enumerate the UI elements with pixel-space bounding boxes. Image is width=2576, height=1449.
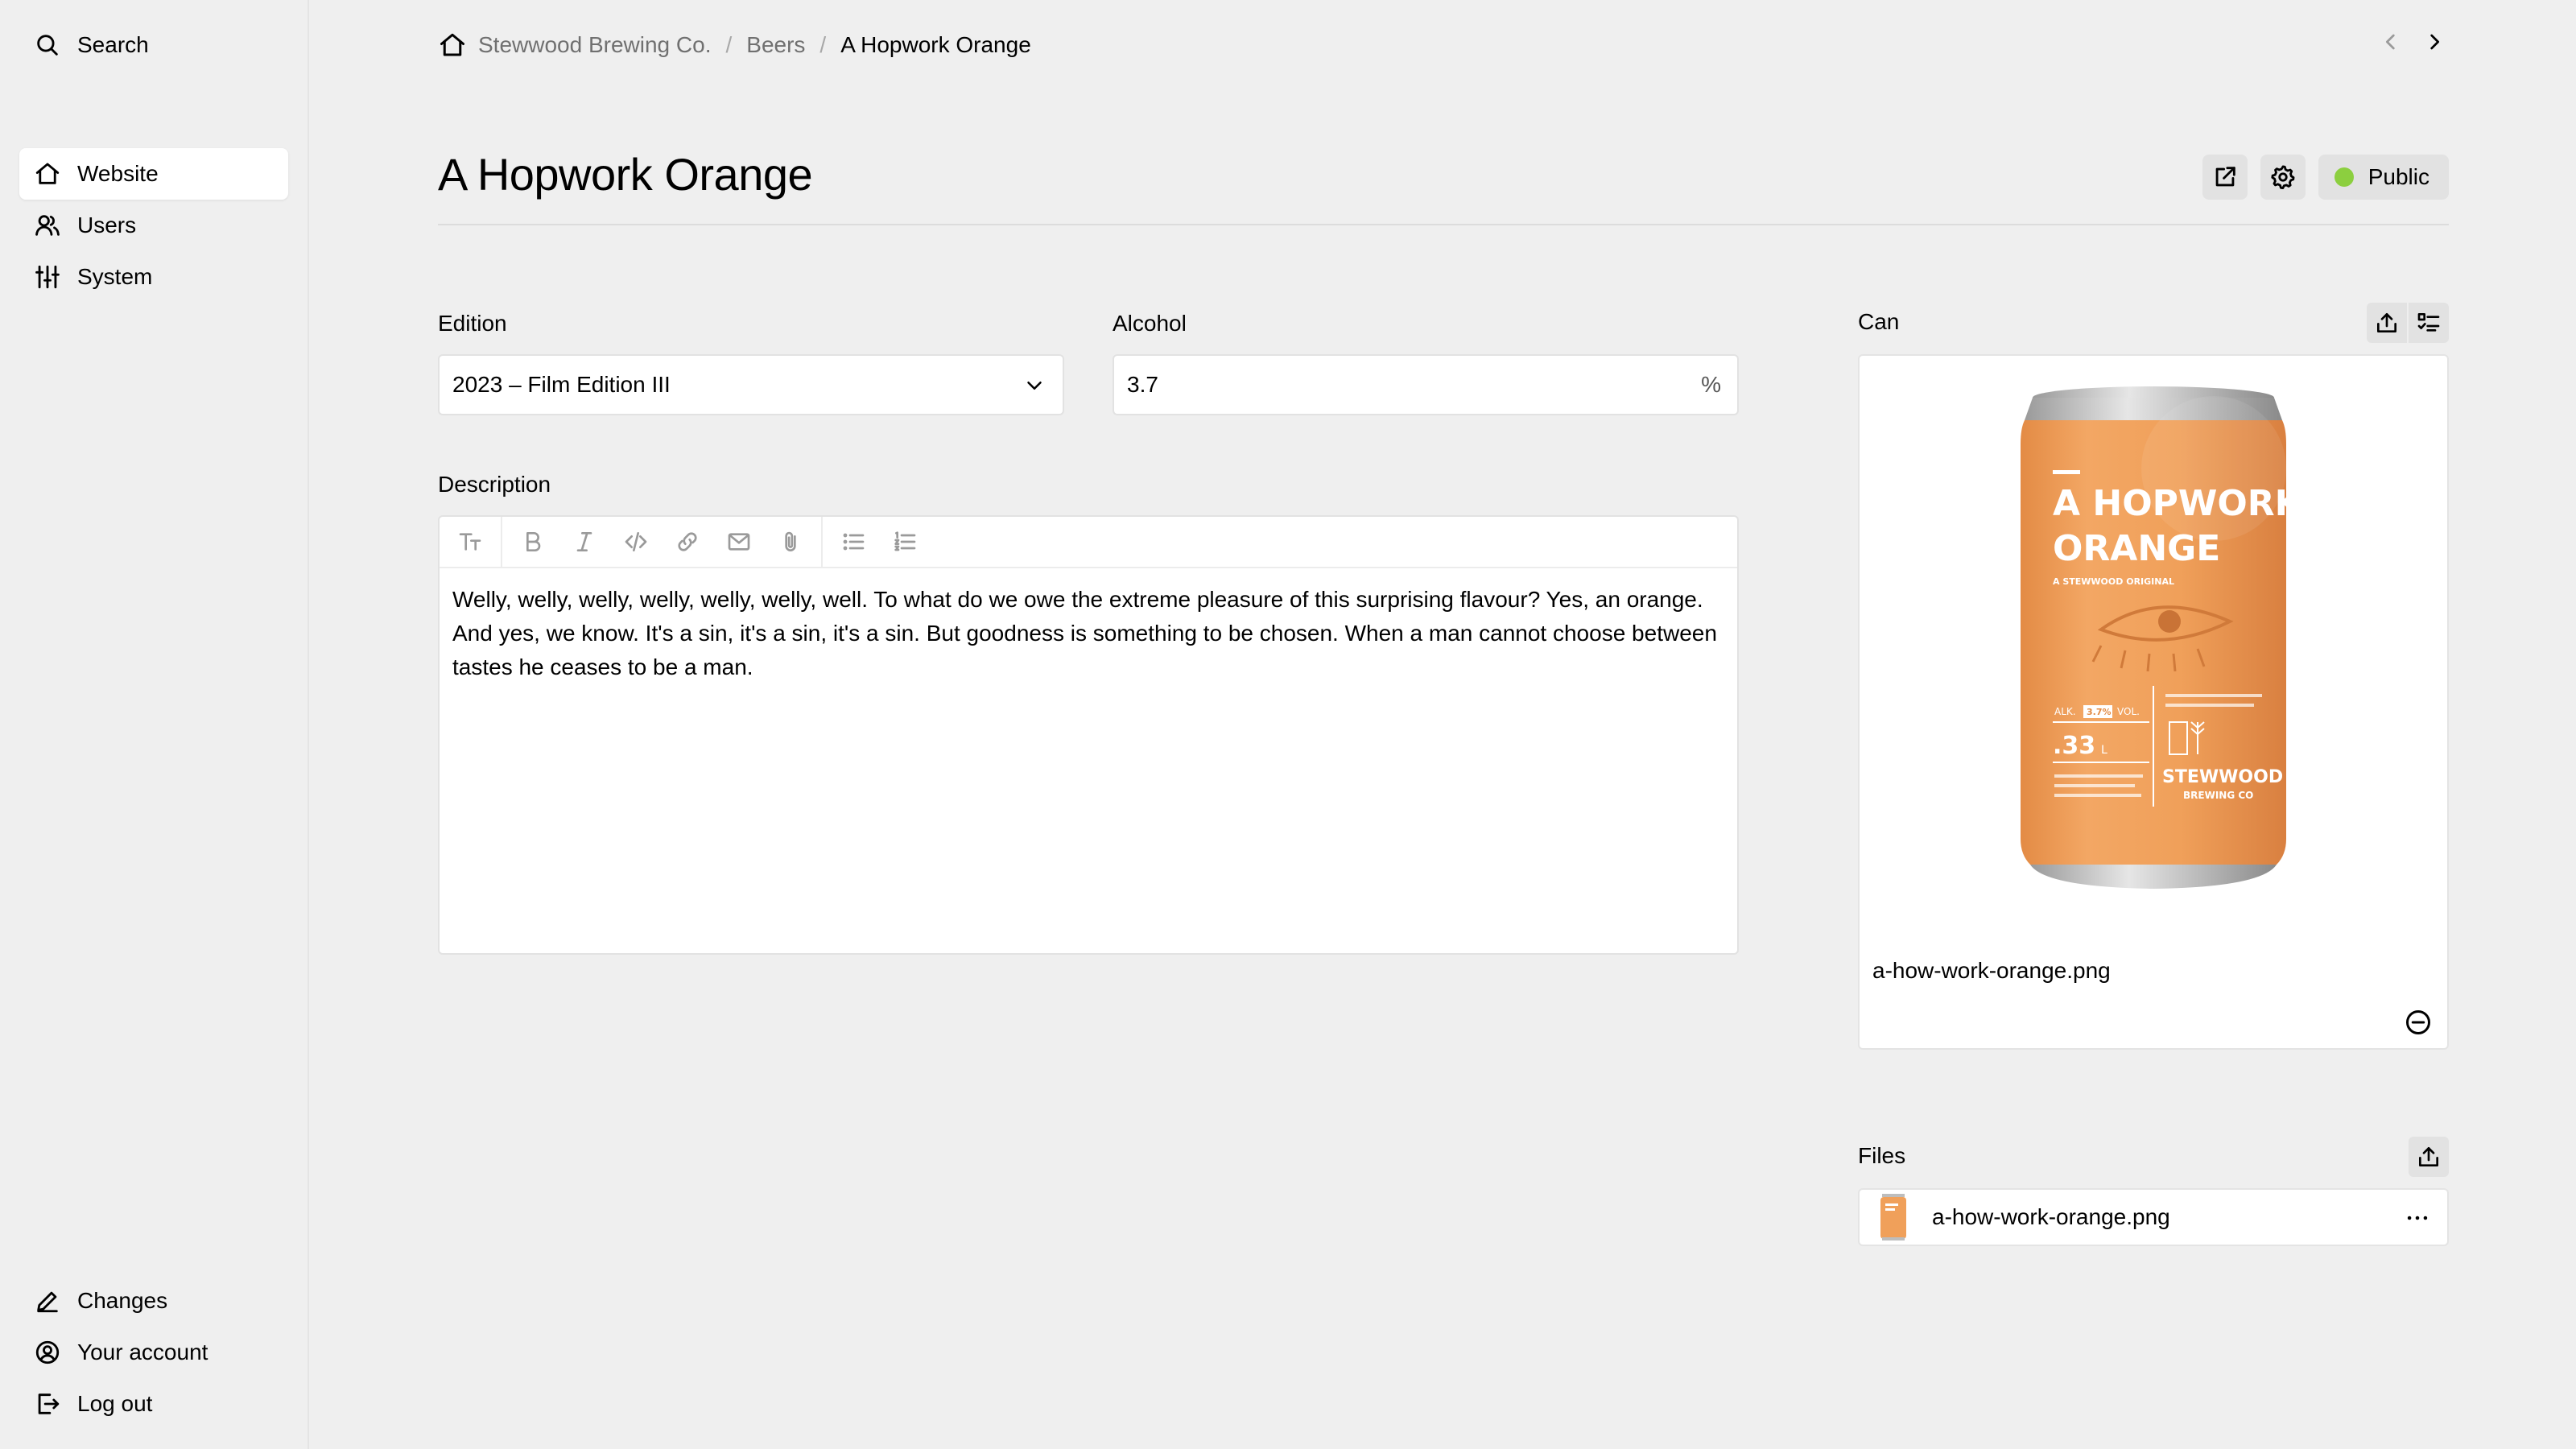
italic-icon xyxy=(572,529,597,555)
sidebar-item-changes[interactable] xyxy=(19,1275,288,1327)
email-button[interactable] xyxy=(713,516,765,568)
remove-circle-icon[interactable] xyxy=(2404,1008,2433,1037)
can-brand-sub: BREWING CO xyxy=(2183,790,2254,801)
can-actions xyxy=(2367,303,2449,343)
sidebar-item-label: Users xyxy=(77,213,137,237)
can-title-line1: A HOPWORK xyxy=(2053,483,2302,524)
topbar xyxy=(438,23,2447,68)
sidebar-item-website[interactable] xyxy=(19,148,288,200)
logout-icon xyxy=(34,1390,61,1418)
can-alc-value: 3.7% xyxy=(2087,707,2112,717)
can-label: Can xyxy=(1858,309,1900,334)
sidebar-item-label: System xyxy=(77,264,153,289)
paperclip-icon xyxy=(778,529,803,555)
code-icon xyxy=(623,529,649,555)
status-label: Public xyxy=(2368,164,2429,189)
can-size-unit: L xyxy=(2101,744,2107,757)
mail-icon xyxy=(726,529,752,555)
toolbar-group xyxy=(502,517,823,567)
file-name: a-how-work-orange.png xyxy=(1932,1204,2170,1229)
files-upload-button[interactable] xyxy=(2409,1137,2449,1177)
can-section-header xyxy=(1858,303,2449,345)
account-icon xyxy=(34,1339,61,1366)
home-icon xyxy=(34,160,61,188)
upload-button[interactable] xyxy=(2367,303,2407,343)
can-brand: STEWWOOD xyxy=(2162,767,2284,787)
can-subtitle: A STEWWOOD ORIGINAL xyxy=(2053,576,2174,587)
editor-toolbar xyxy=(440,517,1737,568)
alcohol-unit: % xyxy=(1701,372,1721,397)
breadcrumb xyxy=(438,31,1031,60)
can-size: .33 xyxy=(2053,732,2096,760)
sidebar-item-users[interactable] xyxy=(19,200,288,251)
select-file-button[interactable] xyxy=(2409,303,2449,343)
bold-button[interactable] xyxy=(507,516,559,568)
page-title: A Hopwork Orange xyxy=(438,149,813,200)
bullet-list-button[interactable] xyxy=(828,516,879,568)
upload-icon xyxy=(2374,310,2400,336)
breadcrumb-separator: / xyxy=(725,32,733,57)
file-thumbnail xyxy=(1876,1191,1911,1244)
open-preview-button[interactable] xyxy=(2202,155,2248,200)
link-icon xyxy=(675,529,700,555)
sidebar-item-account[interactable] xyxy=(19,1327,288,1378)
settings-button[interactable] xyxy=(2260,155,2306,200)
italic-button[interactable] xyxy=(559,516,610,568)
can-image xyxy=(1860,356,2447,919)
sidebar-item-label: Changes xyxy=(77,1288,168,1313)
chevron-right-icon[interactable] xyxy=(2421,29,2447,55)
sidebar-item-label: Website xyxy=(77,161,159,186)
can-title-line2: ORANGE xyxy=(2053,528,2221,569)
bold-icon xyxy=(520,529,546,555)
edition-label: Edition xyxy=(438,311,507,336)
breadcrumb-item[interactable]: Stewwood Brewing Co. xyxy=(478,32,712,57)
file-item[interactable] xyxy=(1858,1188,2449,1246)
edition-select[interactable] xyxy=(438,354,1064,415)
ordered-list-button[interactable] xyxy=(879,516,931,568)
toolbar-group xyxy=(440,517,502,567)
sidebar-item-label: Your account xyxy=(77,1340,208,1364)
edition-value: 2023 – Film Edition III xyxy=(452,372,671,397)
gear-icon xyxy=(2269,163,2297,191)
search-label: Search xyxy=(77,32,149,57)
pen-icon xyxy=(34,1287,61,1315)
can-image-card[interactable] xyxy=(1858,354,2449,1050)
link-button[interactable] xyxy=(662,516,713,568)
checklist-icon xyxy=(2416,310,2442,336)
chevron-down-icon xyxy=(1022,374,1046,398)
bullet-list-icon xyxy=(840,529,866,555)
alcohol-value: 3.7 xyxy=(1127,372,1158,397)
chevron-left-icon[interactable] xyxy=(2378,29,2404,55)
can-vol-label: VOL. xyxy=(2117,706,2140,717)
alcohol-label: Alcohol xyxy=(1113,311,1187,336)
external-link-icon xyxy=(2211,163,2239,191)
search-icon xyxy=(34,31,61,59)
sliders-icon xyxy=(34,263,61,291)
sidebar-item-label: Log out xyxy=(77,1391,153,1416)
description-text[interactable]: Welly, welly, welly, welly, welly, welly, well. To what do we owe the extreme pleasure of this surprising flavour? Yes, an orange. And yes, we know. It's a sin, it's a sin, it's a sin. But goodness is something to be chosen. When a man cannot choose between tastes he ceases to be a man. xyxy=(452,587,1717,679)
can-filename: a-how-work-orange.png xyxy=(1872,958,2111,983)
upload-icon xyxy=(2416,1144,2442,1170)
more-options-icon[interactable] xyxy=(2404,1204,2431,1232)
ordered-list-icon xyxy=(892,529,918,555)
pager xyxy=(2378,29,2447,55)
description-editor xyxy=(438,515,1739,955)
users-icon xyxy=(34,212,61,239)
sidebar-item-logout[interactable] xyxy=(19,1378,288,1430)
headings-button[interactable] xyxy=(444,516,496,568)
code-button[interactable] xyxy=(610,516,662,568)
home-icon[interactable] xyxy=(438,31,467,60)
sidebar xyxy=(0,0,309,1449)
alcohol-input[interactable] xyxy=(1113,354,1739,415)
breadcrumb-current[interactable]: A Hopwork Orange xyxy=(840,32,1031,57)
breadcrumb-separator: / xyxy=(819,32,827,57)
toolbar-group xyxy=(823,517,935,567)
text-size-icon xyxy=(457,529,483,555)
title-actions xyxy=(2202,155,2449,200)
files-section-header xyxy=(1858,1137,2449,1179)
status-button[interactable] xyxy=(2318,155,2449,200)
status-dot-icon xyxy=(2334,167,2354,187)
files-actions xyxy=(2409,1137,2449,1177)
search-button[interactable] xyxy=(19,19,288,71)
attachment-button[interactable] xyxy=(765,516,816,568)
breadcrumb-item[interactable]: Beers xyxy=(746,32,806,57)
title-row xyxy=(438,142,2449,225)
files-label: Files xyxy=(1858,1143,1906,1168)
sidebar-item-system[interactable] xyxy=(19,251,288,303)
can-alc-label: ALK. xyxy=(2054,706,2076,717)
description-label: Description xyxy=(438,472,551,497)
